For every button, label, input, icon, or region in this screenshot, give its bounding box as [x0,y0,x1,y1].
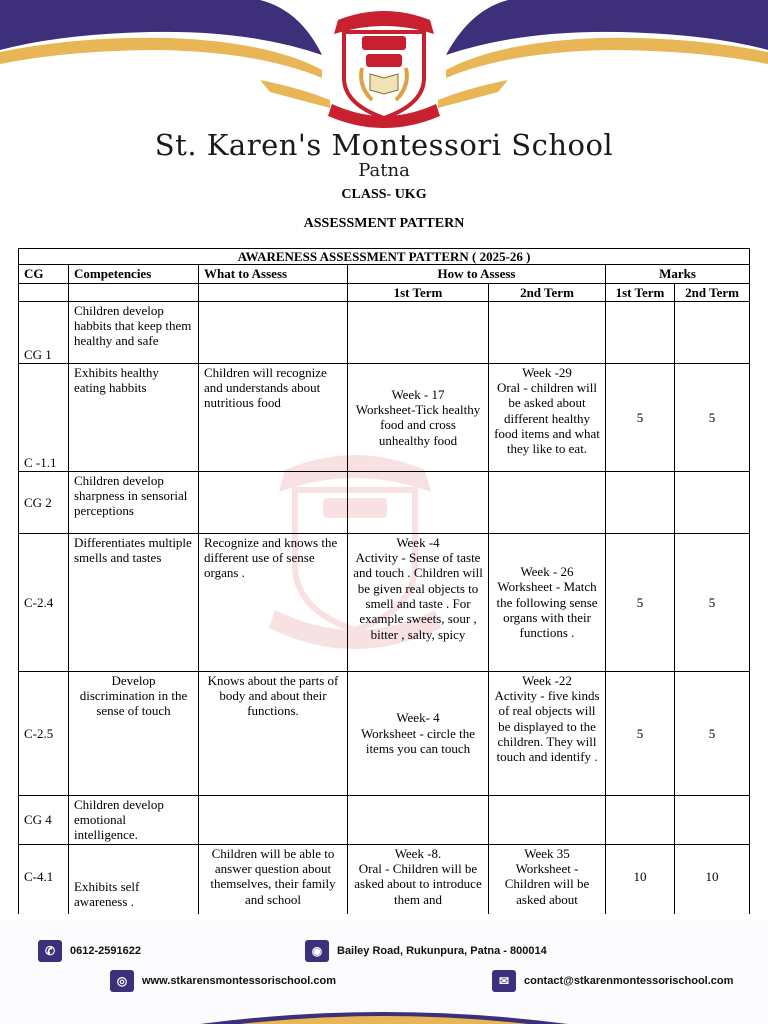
cell-competency: Differentiates multiple smells and tastes [69,533,199,671]
school-name: St. Karen's Montessori School [154,128,614,162]
subheader-empty [19,283,69,301]
cell-what: Knows about the parts of body and about their functions. [199,671,348,795]
cell-competency: Exhibits self awareness . [69,844,199,914]
subheader-marks-term1: 1st Term [606,283,675,301]
footer-phone[interactable] [38,940,141,962]
cell-competency: Children develop habbits that keep them healthy and safe [69,301,199,363]
table-row [19,533,750,671]
subheader-term1: 1st Term [348,283,489,301]
phone-icon: ✆ [38,940,62,962]
cell-marks1 [606,301,675,363]
cell-what [199,471,348,533]
class-heading: CLASS- UKG [341,187,427,202]
cell-what: Children will be able to answer question about themselves, their family and school [199,844,348,914]
cell-term1: Week- 4 Worksheet - circle the items you can touch [348,671,489,795]
table-header-row [19,265,750,283]
cell-term2 [489,471,606,533]
cell-term1: Week -8. Oral - Children will be asked about to introduce them and [348,844,489,914]
phone-text: 0612-2591622 [70,945,141,957]
table-row [19,471,750,533]
footer-address [305,940,547,962]
cell-marks2 [675,471,750,533]
table-row [19,301,750,363]
globe-icon: ◎ [110,970,134,992]
cell-marks2: 5 [675,533,750,671]
cell-term2: Week - 26 Worksheet - Match the following sense organs with their functions . [489,533,606,671]
assessment-table [18,248,750,914]
subheader-empty [69,283,199,301]
cell-marks2: 5 [675,671,750,795]
cell-term2 [489,795,606,844]
assessment-pattern-heading: ASSESSMENT PATTERN [303,216,465,231]
cell-cg: C -1.1 [19,363,69,471]
cell-what [199,301,348,363]
cell-competency: Children develop sharpness in sensorial perceptions [69,471,199,533]
cell-marks2: 10 [675,844,750,914]
header-marks: Marks [606,265,750,283]
cell-what: Children will recognize and understands about nutritious food [199,363,348,471]
address-text: Bailey Road, Rukunpura, Patna - 800014 [337,945,547,957]
table-row [19,795,750,844]
cell-marks1: 5 [606,363,675,471]
cell-cg: C-4.1 [19,844,69,914]
cell-cg: C-2.5 [19,671,69,795]
subheader-empty [199,283,348,301]
header-how-to-assess: How to Assess [348,265,606,283]
location-pin-icon: ◉ [305,940,329,962]
cell-what: Recognize and knows the different use of sense organs . [199,533,348,671]
table-row [19,844,750,914]
cell-term1 [348,471,489,533]
header-cg: CG [19,265,69,283]
website-text: www.stkarensmontessorischool.com [142,975,336,987]
cell-term2: Week -22 Activity - five kinds of real objects will be displayed to the children. They will touch and identify . [489,671,606,795]
cell-competency: Children develop emotional intelligence. [69,795,199,844]
cell-what [199,795,348,844]
email-text: contact@stkarenmontessorischool.com [524,975,734,987]
cell-term2: Week -29 Oral - children will be asked about different healthy food items and what they like to eat. [489,363,606,471]
cell-term1 [348,795,489,844]
cell-marks2 [675,795,750,844]
cell-marks1: 10 [606,844,675,914]
school-crest-logo [318,8,450,130]
cell-term1 [348,301,489,363]
table-row [19,363,750,471]
assessment-table-container [18,248,750,914]
cell-term2: Week 35 Worksheet - Children will be asked about [489,844,606,914]
cell-cg: C-2.4 [19,533,69,671]
header-what-to-assess: What to Assess [199,265,348,283]
cell-marks2: 5 [675,363,750,471]
footer-swoosh [0,1000,768,1024]
table-subheader-row [19,283,750,301]
cell-cg: CG 2 [19,471,69,533]
table-title-row [19,249,750,265]
cell-marks1: 5 [606,671,675,795]
footer-email[interactable] [492,970,733,992]
footer-website[interactable] [110,970,336,992]
subheader-marks-term2: 2nd Term [675,283,750,301]
cell-marks1 [606,795,675,844]
table-title: AWARENESS ASSESSMENT PATTERN ( 2025-26 ) [19,249,750,265]
cell-term1: Week - 17 Worksheet-Tick healthy food and cross unhealthy food [348,363,489,471]
cell-competency: Develop discrimination in the sense of touch [69,671,199,795]
cell-marks1: 5 [606,533,675,671]
cell-term2 [489,301,606,363]
cell-cg: CG 4 [19,795,69,844]
mail-icon: ✉ [492,970,516,992]
cell-marks2 [675,301,750,363]
school-city: Patna [358,160,410,181]
cell-marks1 [606,471,675,533]
cell-cg: CG 1 [19,301,69,363]
header-competencies: Competencies [69,265,199,283]
table-row [19,671,750,795]
subheader-term2: 2nd Term [489,283,606,301]
cell-competency: Exhibits healthy eating habbits [69,363,199,471]
cell-term1: Week -4 Activity - Sense of taste and touch . Children will be given real objects to smell and taste . For example sweets, sour , bitter , salty, spicy [348,533,489,671]
